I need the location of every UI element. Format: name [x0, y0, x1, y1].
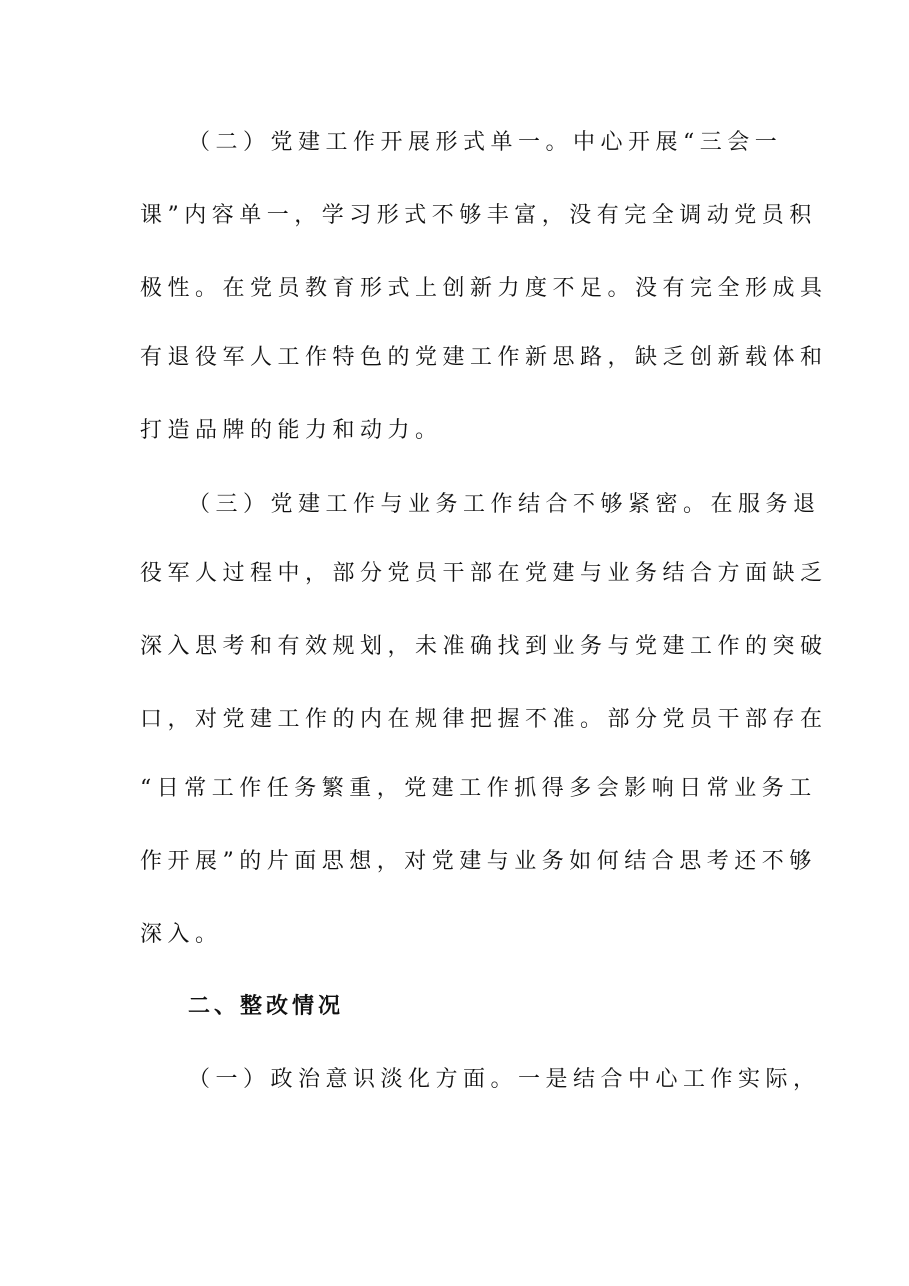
paragraph-2-line-1: （二）党建工作开展形式单一。中心开展“三会一: [188, 130, 783, 155]
paragraph-2-line-4: 有退役军人工作特色的党建工作新思路，缺乏创新载体和: [140, 345, 828, 370]
section-paragraph-line-1: （一）政治意识淡化方面。一是结合中心工作实际，: [188, 1067, 821, 1092]
paragraph-2-line-3: 极性。在党员教育形式上创新力度不足。没有完全形成具: [140, 276, 828, 301]
paragraph-3-line-1: （三）党建工作与业务工作结合不够紧密。在服务退: [188, 492, 821, 517]
paragraph-3-line-3: 深入思考和有效规划，未准确找到业务与党建工作的突破: [140, 634, 828, 659]
section-heading: 二、整改情况: [188, 994, 345, 1019]
paragraph-3-line-2: 役军人过程中，部分党员干部在党建与业务结合方面缺乏: [140, 561, 828, 586]
paragraph-3-line-4: 口，对党建工作的内在规律把握不准。部分党员干部存在: [140, 707, 828, 732]
paragraph-2-line-2: 课”内容单一，学习形式不够丰富，没有完全调动党员积: [140, 203, 817, 228]
paragraph-3-line-5: “日常工作任务繁重，党建工作抓得多会影响日常业务工: [140, 776, 817, 801]
paragraph-3-line-7: 深入。: [140, 922, 223, 947]
paragraph-3-line-6: 作开展”的片面思想，对党建与业务如何结合思考还不够: [140, 849, 817, 874]
paragraph-2-line-5: 打造品牌的能力和动力。: [140, 418, 443, 443]
